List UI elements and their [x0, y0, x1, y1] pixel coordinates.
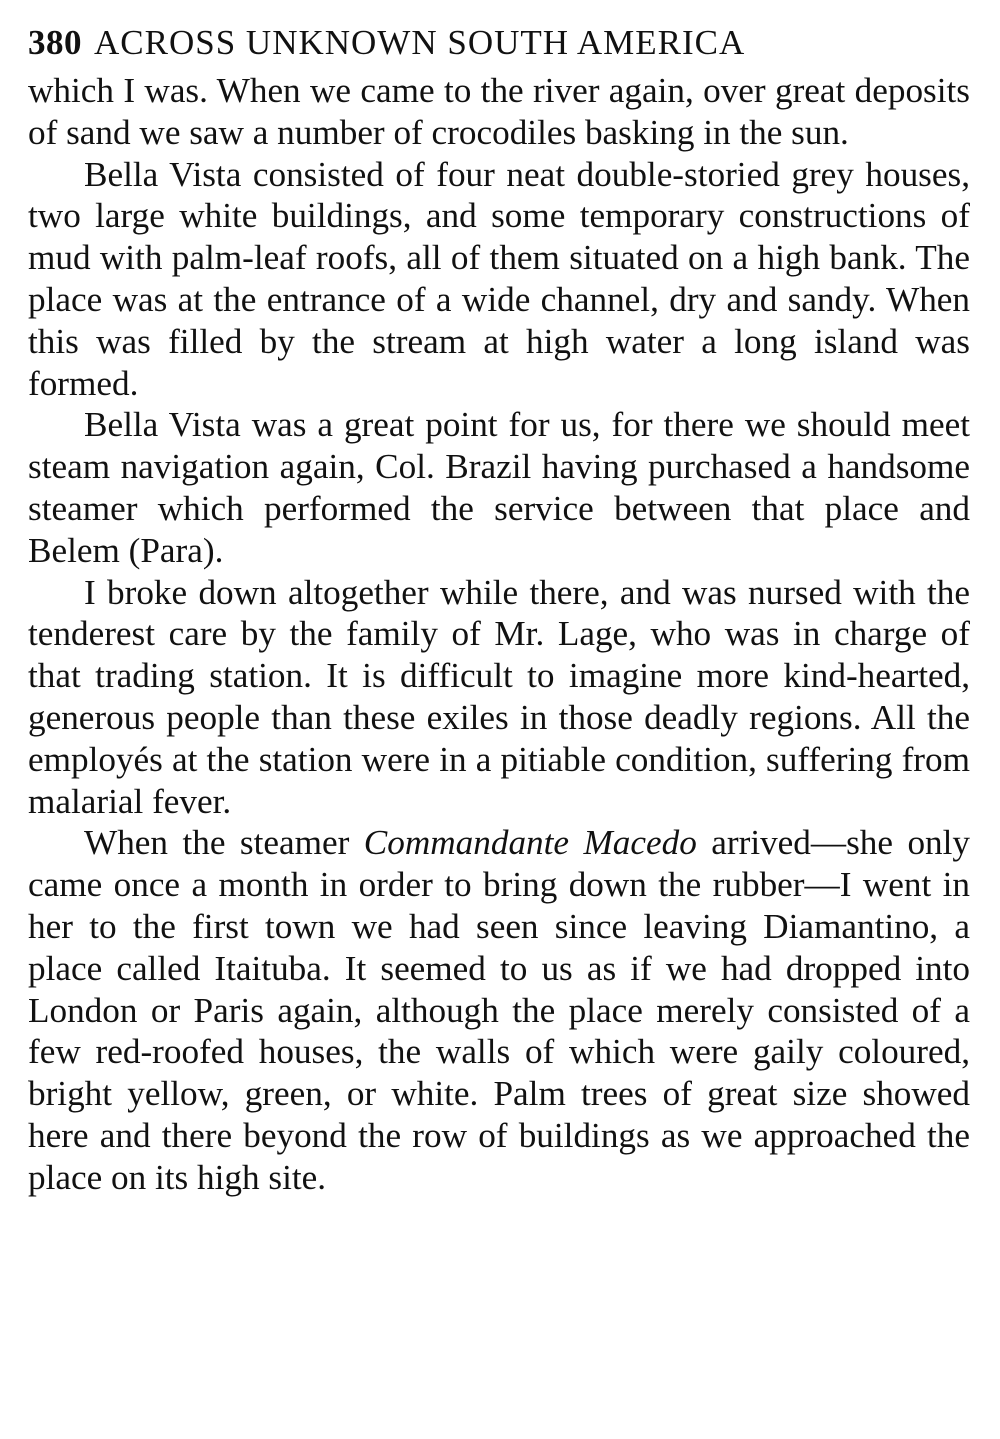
paragraph-broke-down: I broke down altogether while there, and was nursed with the tenderest care by the family of Mr. Lage, who was in charge of that trading station. It is difficult to imagine more kind-hearted, generous people than these exiles in those deadly regions. All the employés at the station were in a pitiable condition, suffering from malarial fever. [28, 572, 970, 821]
paragraph-bella-vista-description: Bella Vista consisted of four neat double-storied grey houses, two large white buildings, and some temporary constructions of mud with palm-leaf roofs, all of them situated on a high bank. The place was at the entrance of a wide channel, dry and sandy. When this was filled by the stream at high water a long island was formed. [28, 154, 970, 403]
paragraph-text-after-italic: arrived—she only came once a month in order to bring down the rubber—I went in her to the first town we had seen since leaving Diamantino, a place called Itaituba. It seemed to us as if we had dropped into London or Paris again, although the place merely consisted of a few red-roofed houses, the walls of which were gaily coloured, bright yellow, green, or white. Palm trees of great size showed here and there beyond the row of buildings as we approached the place on its high site. [28, 823, 970, 1197]
page-header [28, 18, 970, 70]
paragraph-steam-navigation: Bella Vista was a great point for us, for there we should meet steam navigation again, Col. Brazil having purchased a handsome steamer which performed the service between that place and Belem (Para). [28, 405, 970, 570]
page-number: 380 [28, 23, 82, 62]
paragraph-text-before-italic: When the steamer [84, 823, 364, 863]
paragraph-continuation: which I was. When we came to the river again, over great deposits of sand we saw a number of crocodiles basking in the sun. [28, 71, 970, 152]
book-page [28, 18, 970, 1199]
running-head: ACROSS UNKNOWN SOUTH AMERICA [94, 23, 746, 62]
body-text [28, 70, 970, 1199]
steamer-name: Commandante Macedo [363, 823, 697, 863]
paragraph-steamer-arrival [28, 822, 970, 1198]
